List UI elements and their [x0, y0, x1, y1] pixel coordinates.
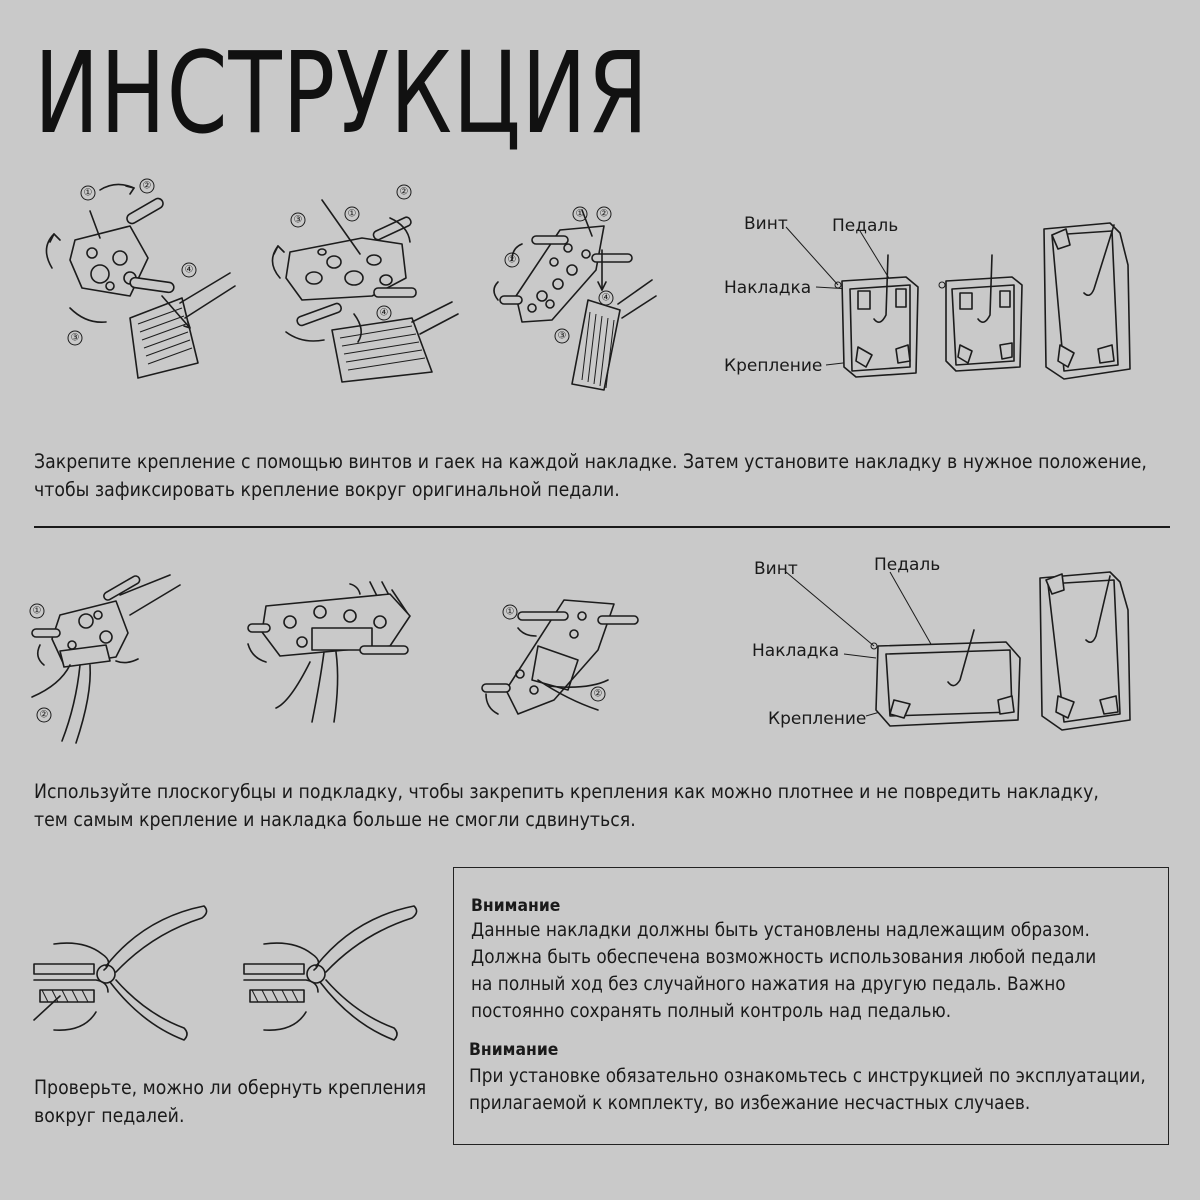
pliers-icon — [54, 943, 109, 1030]
svg-text:④: ④ — [601, 292, 611, 304]
svg-text:③: ③ — [557, 330, 567, 342]
svg-text:①: ① — [347, 208, 357, 220]
svg-text:④: ④ — [379, 307, 389, 319]
pliers-step-1-diagram — [20, 565, 220, 755]
svg-text:②: ② — [142, 180, 152, 192]
arrow-icon — [46, 234, 54, 268]
pedal-icon — [332, 318, 432, 382]
label-screw: Винт — [754, 559, 798, 579]
svg-text:④: ④ — [184, 264, 194, 276]
svg-text:③: ③ — [293, 214, 303, 226]
svg-text:①: ① — [575, 208, 585, 220]
svg-text:③: ③ — [70, 332, 80, 344]
label-pad: Накладка — [724, 278, 812, 298]
screw-icon — [90, 211, 100, 238]
arrow-icon — [116, 659, 138, 663]
svg-text:②: ② — [39, 709, 49, 721]
warning-heading-2: Внимание — [469, 1040, 559, 1060]
warning-heading-1: Внимание — [471, 896, 561, 916]
svg-text:②: ② — [399, 186, 409, 198]
parts-diagram-2 — [740, 550, 1160, 740]
svg-text:①: ① — [32, 605, 42, 617]
label-pedal: Педаль — [832, 216, 899, 236]
warning-body-1: Данные накладки должны быть установлены надлежащим образом. Должна быть обеспечена возможность использования любой педали на полный ход без случайного нажатия на другую педаль. Важно постоянно сохранять полный контроль над педалью. — [471, 919, 1097, 1022]
pliers-step-3-diagram — [478, 590, 648, 730]
svg-text:②: ② — [507, 254, 517, 266]
warning-body-2: При установке обязательно ознакомьтесь с инструкцией по эксплуатации, прилагаемой к комплекту, во избежание несчастных случаев. — [469, 1065, 1146, 1114]
pliers-step-2-diagram — [240, 572, 450, 742]
pedal-icon — [572, 300, 620, 390]
pliers-icon — [276, 652, 338, 722]
label-mount: Крепление — [724, 356, 823, 376]
install-step-1-diagram — [30, 178, 250, 388]
parts-diagram-1 — [720, 205, 1180, 405]
install-step-2-diagram — [262, 182, 482, 392]
arrow-icon — [38, 645, 44, 665]
install-step-3-diagram — [492, 200, 662, 400]
svg-text:①: ① — [505, 606, 515, 618]
arrow-icon — [248, 644, 266, 662]
label-pedal: Педаль — [874, 555, 941, 575]
label-screw: Винт — [744, 214, 788, 234]
arrow-icon — [518, 628, 536, 636]
arrow-icon — [350, 584, 360, 594]
svg-text:②: ② — [599, 208, 609, 220]
pad-icon — [34, 964, 94, 974]
arrow-icon — [286, 332, 324, 341]
label-pad: Накладка — [752, 641, 840, 661]
warning-box — [453, 867, 1169, 1145]
svg-text:②: ② — [593, 688, 603, 700]
arrow-icon — [486, 694, 498, 714]
section3-text: Проверьте, можно ли обернуть крепления вокруг педалей. — [34, 1076, 427, 1127]
pedal-icon — [130, 298, 198, 378]
label-mount: Крепление — [768, 709, 867, 729]
arrow-icon — [494, 282, 498, 300]
pliers-icon — [32, 665, 90, 743]
section1-text: Закрепите крепление с помощью винтов и гаек на каждой накладке. Затем установите накладку в нужное положение, чтобы зафиксировать крепление вокруг оригинальной педали. — [34, 450, 1147, 501]
pliers-check-diagram-2 — [244, 900, 424, 1050]
section2-text: Используйте плоскогубцы и подкладку, чтобы закрепить крепления как можно плотнее и не повредить накладку, тем самым крепление и накладка больше не смогли сдвинуться. — [34, 780, 1099, 831]
pliers-icon — [264, 943, 319, 1030]
page-title: ИНСТРУКЦИЯ — [34, 29, 650, 159]
svg-text:①: ① — [83, 187, 93, 199]
pliers-check-diagram-1 — [34, 900, 214, 1050]
arrow-icon — [70, 308, 106, 322]
section-divider — [34, 526, 1170, 528]
